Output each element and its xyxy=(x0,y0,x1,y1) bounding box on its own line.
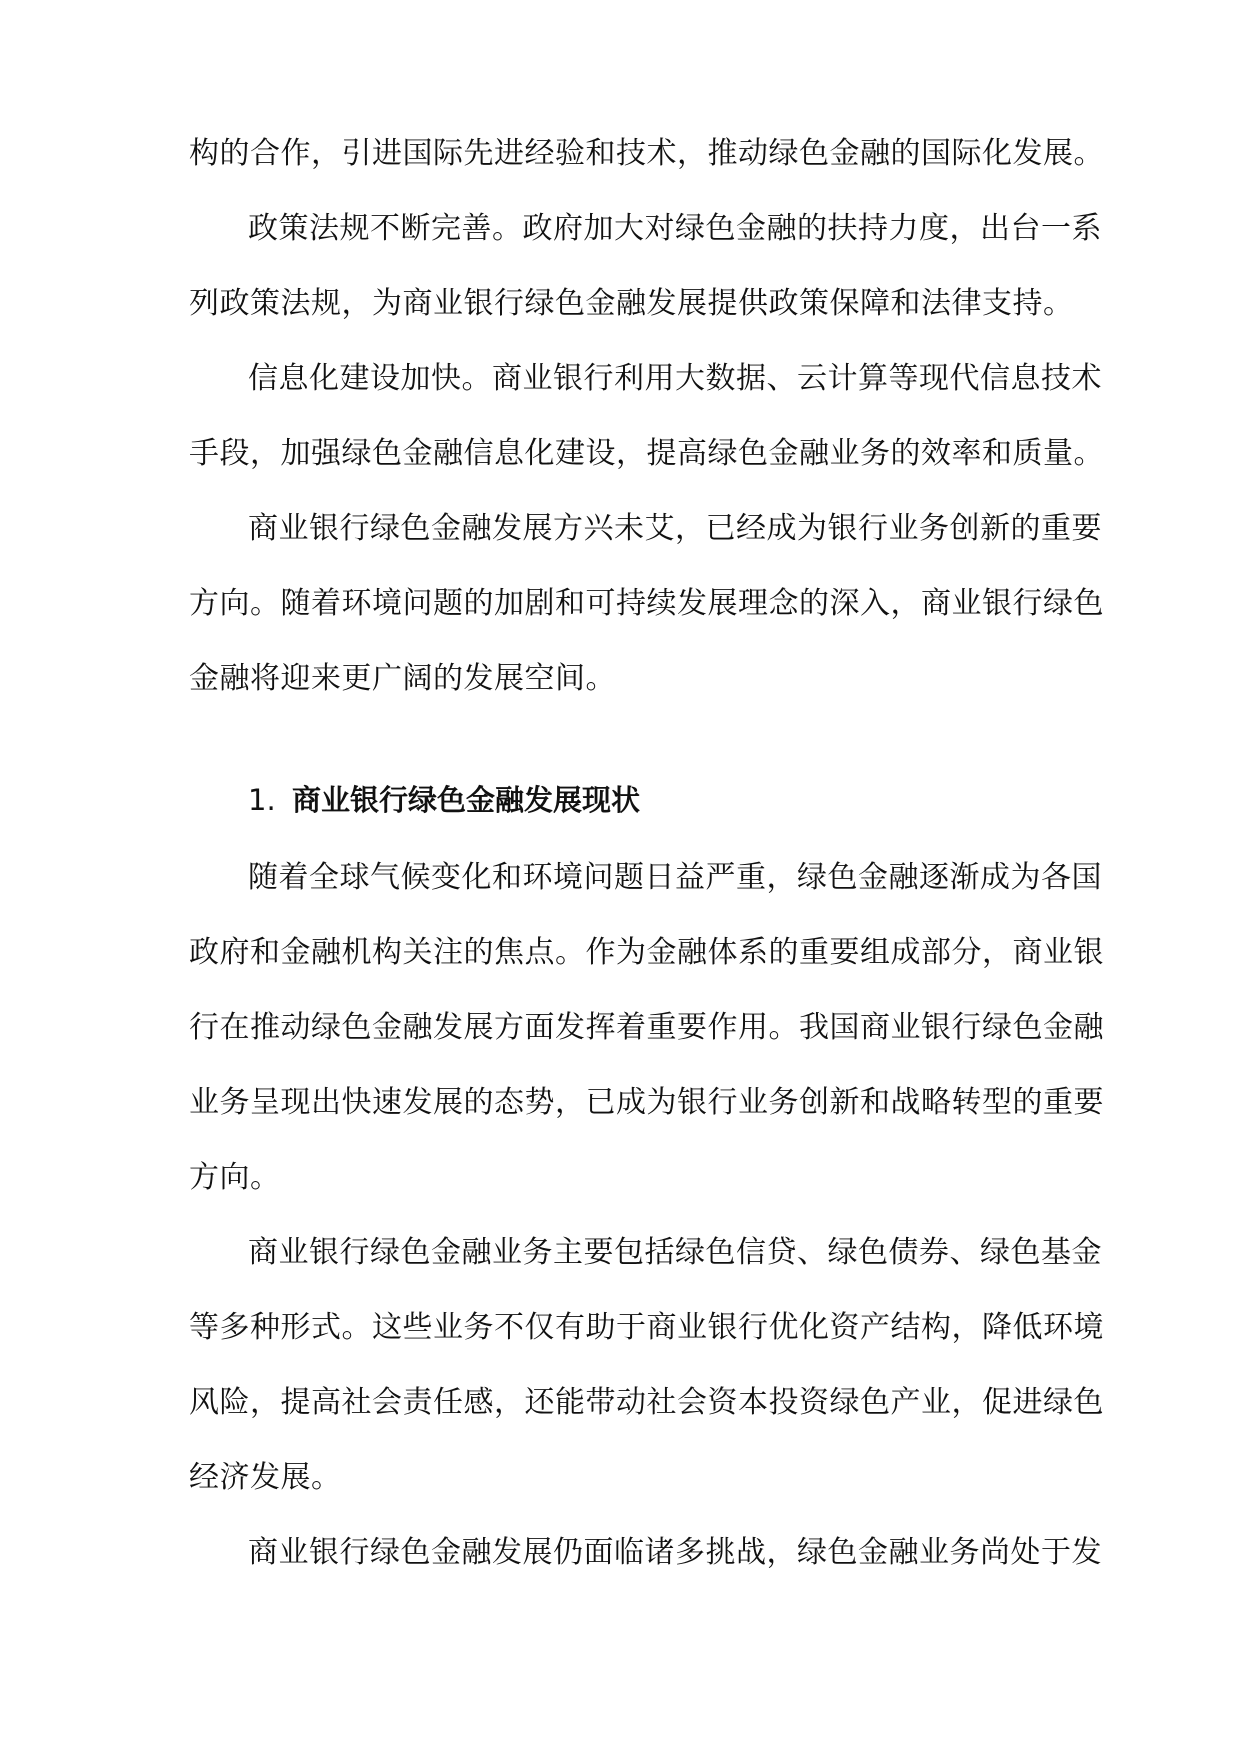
paragraph-line: 信息化建设加快。商业银行利用大数据、云计算等现代信息技术 xyxy=(248,361,1102,396)
paragraph-line: 手段，加强绿色金融信息化建设，提高绿色金融业务的效率和质量。 xyxy=(189,436,1104,471)
paragraph-line: 经济发展。 xyxy=(189,1460,342,1495)
paragraph-line: 随着全球气候变化和环境问题日益严重，绿色金融逐渐成为各国 xyxy=(248,860,1102,895)
paragraph-line: 风险，提高社会责任感，还能带动社会资本投资绿色产业，促进绿色 xyxy=(189,1385,1104,1420)
section-number: 1. xyxy=(248,783,276,817)
paragraph-line: 行在推动绿色金融发展方面发挥着重要作用。我国商业银行绿色金融 xyxy=(189,1010,1104,1045)
paragraph-line: 等多种形式。这些业务不仅有助于商业银行优化资产结构，降低环境 xyxy=(189,1310,1104,1345)
paragraph-line: 商业银行绿色金融发展方兴未艾，已经成为银行业务创新的重要 xyxy=(248,511,1102,546)
paragraph-line: 列政策法规，为商业银行绿色金融发展提供政策保障和法律支持。 xyxy=(189,286,1074,321)
paragraph-line: 方向。随着环境问题的加剧和可持续发展理念的深入，商业银行绿色 xyxy=(189,586,1104,621)
section-heading xyxy=(248,780,640,820)
paragraph-line: 方向。 xyxy=(189,1160,281,1195)
paragraph-line: 构的合作，引进国际先进经验和技术，推动绿色金融的国际化发展。 xyxy=(189,136,1104,171)
paragraph-line: 商业银行绿色金融发展仍面临诸多挑战，绿色金融业务尚处于发 xyxy=(248,1535,1102,1570)
paragraph-line: 业务呈现出快速发展的态势，已成为银行业务创新和战略转型的重要 xyxy=(189,1085,1104,1120)
paragraph-line: 金融将迎来更广阔的发展空间。 xyxy=(189,661,616,696)
paragraph-line: 政策法规不断完善。政府加大对绿色金融的扶持力度，出台一系 xyxy=(248,211,1102,246)
paragraph-line: 政府和金融机构关注的焦点。作为金融体系的重要组成部分，商业银 xyxy=(189,935,1104,970)
section-title: 商业银行绿色金融发展现状 xyxy=(292,783,641,817)
paragraph-line: 商业银行绿色金融业务主要包括绿色信贷、绿色债券、绿色基金 xyxy=(248,1235,1102,1270)
